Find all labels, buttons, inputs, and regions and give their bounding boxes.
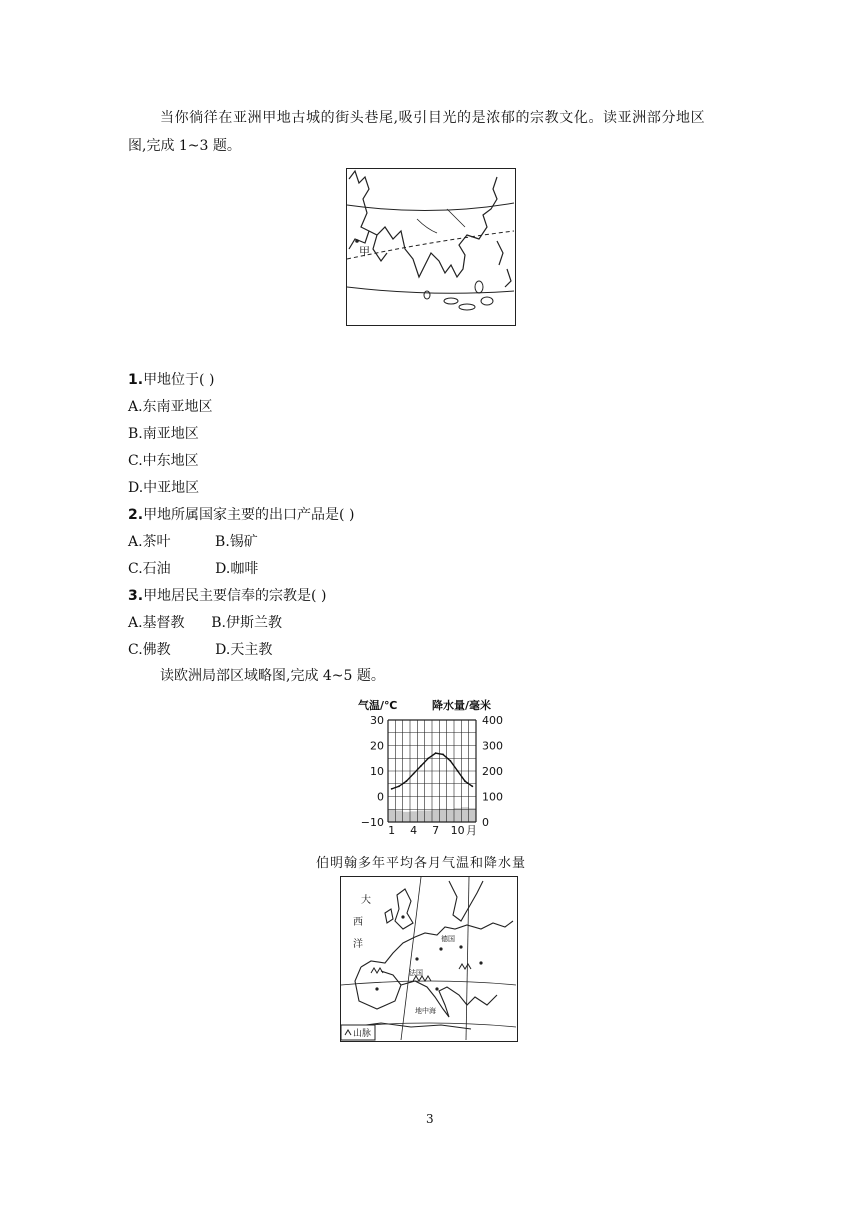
temperature-point (435, 752, 437, 754)
option-line: C.佛教 D.天主教 (128, 642, 273, 658)
precip-bar (447, 809, 454, 822)
precip-bar (410, 811, 417, 822)
precip-bar (432, 810, 439, 822)
asia-map-drawing (347, 169, 514, 324)
option-line: C.中东地区 (128, 453, 199, 469)
temperature-point (427, 757, 429, 759)
precip-bar (403, 812, 410, 822)
left-tick-label: −10 (360, 816, 384, 829)
left-tick-label: 30 (370, 714, 384, 727)
option-line: A.茶叶 B.锡矿 (128, 534, 258, 550)
legend-label: 山脉 (353, 1029, 372, 1039)
ocean-label-1: 大 (361, 895, 371, 906)
temperature-point (471, 785, 473, 787)
temperature-point (442, 754, 444, 756)
precip-bar (388, 809, 395, 822)
temperature-point (391, 788, 393, 790)
mediterranean-label: 地中海 (415, 1007, 436, 1015)
ocean-label-3: 洋 (353, 939, 363, 950)
precip-bar (469, 808, 476, 822)
left-tick-label: 10 (370, 765, 384, 778)
right-tick-label: 300 (482, 739, 503, 753)
climate-chart (340, 696, 503, 838)
europe-map-drawing (341, 877, 516, 1040)
option-line: A.基督教 B.伊斯兰教 (128, 615, 282, 631)
temperature-point (398, 785, 400, 787)
temperature-point (449, 760, 451, 762)
x-tick-label: 1 (388, 824, 396, 837)
precip-bar (395, 811, 402, 822)
x-tick-label: 10 (450, 824, 465, 837)
ocean-label-2: 西 (353, 917, 363, 928)
question-stem: 甲地居民主要信奉的宗教是( ) (143, 588, 327, 604)
intro-line-1: 当你徜徉在亚洲甲地古城的街头巷尾,吸引目光的是浓郁的宗教文化。读亚洲部分地区 (160, 110, 706, 126)
right-tick-label: 200 (482, 765, 503, 778)
germany-label: 德国 (441, 935, 455, 943)
left-axis-label: 气温/℃ (358, 699, 398, 712)
temperature-point (413, 773, 415, 775)
question-stem: 甲地所属国家主要的出口产品是( ) (143, 507, 355, 523)
temperature-point (405, 780, 407, 782)
option-line: D.中亚地区 (128, 480, 200, 496)
option-line: C.石油 D.咖啡 (128, 561, 259, 577)
chart-caption: 伯明翰多年平均各月气温和降水量 (316, 856, 527, 871)
left-tick-label: 20 (370, 739, 384, 753)
temperature-point (457, 770, 459, 772)
precip-bar (425, 811, 432, 822)
left-tick-label: 0 (377, 790, 384, 804)
x-tick-label: 4 (410, 824, 418, 837)
question-number: 1. (128, 372, 144, 388)
france-label: 法国 (409, 969, 423, 977)
question-number: 2. (128, 507, 144, 523)
question-stem: 甲地位于( ) (143, 372, 215, 388)
right-tick-label: 0 (482, 816, 489, 829)
temperature-point (420, 765, 422, 767)
precip-bar (417, 811, 424, 822)
page-number: 3 (426, 1112, 434, 1126)
right-tick-label: 100 (482, 790, 503, 804)
x-tick-label: 7 (432, 824, 440, 837)
x-unit-label: 月 (466, 824, 477, 837)
right-tick-label: 400 (482, 714, 503, 727)
europe-map (340, 876, 518, 1042)
intro-2: 读欧洲局部区域略图,完成 4~5 题。 (160, 668, 385, 684)
precip-bar (454, 808, 461, 822)
intro-line-2: 图,完成 1~3 题。 (128, 138, 241, 154)
asia-map (346, 168, 516, 326)
right-axis-label: 降水量/毫米 (432, 699, 492, 712)
jia-label: 甲 (359, 245, 370, 258)
precip-bar (439, 809, 446, 822)
option-line: B.南亚地区 (128, 426, 199, 442)
temperature-point (464, 780, 466, 782)
question-number: 3. (128, 588, 144, 604)
option-line: A.东南亚地区 (128, 399, 213, 415)
